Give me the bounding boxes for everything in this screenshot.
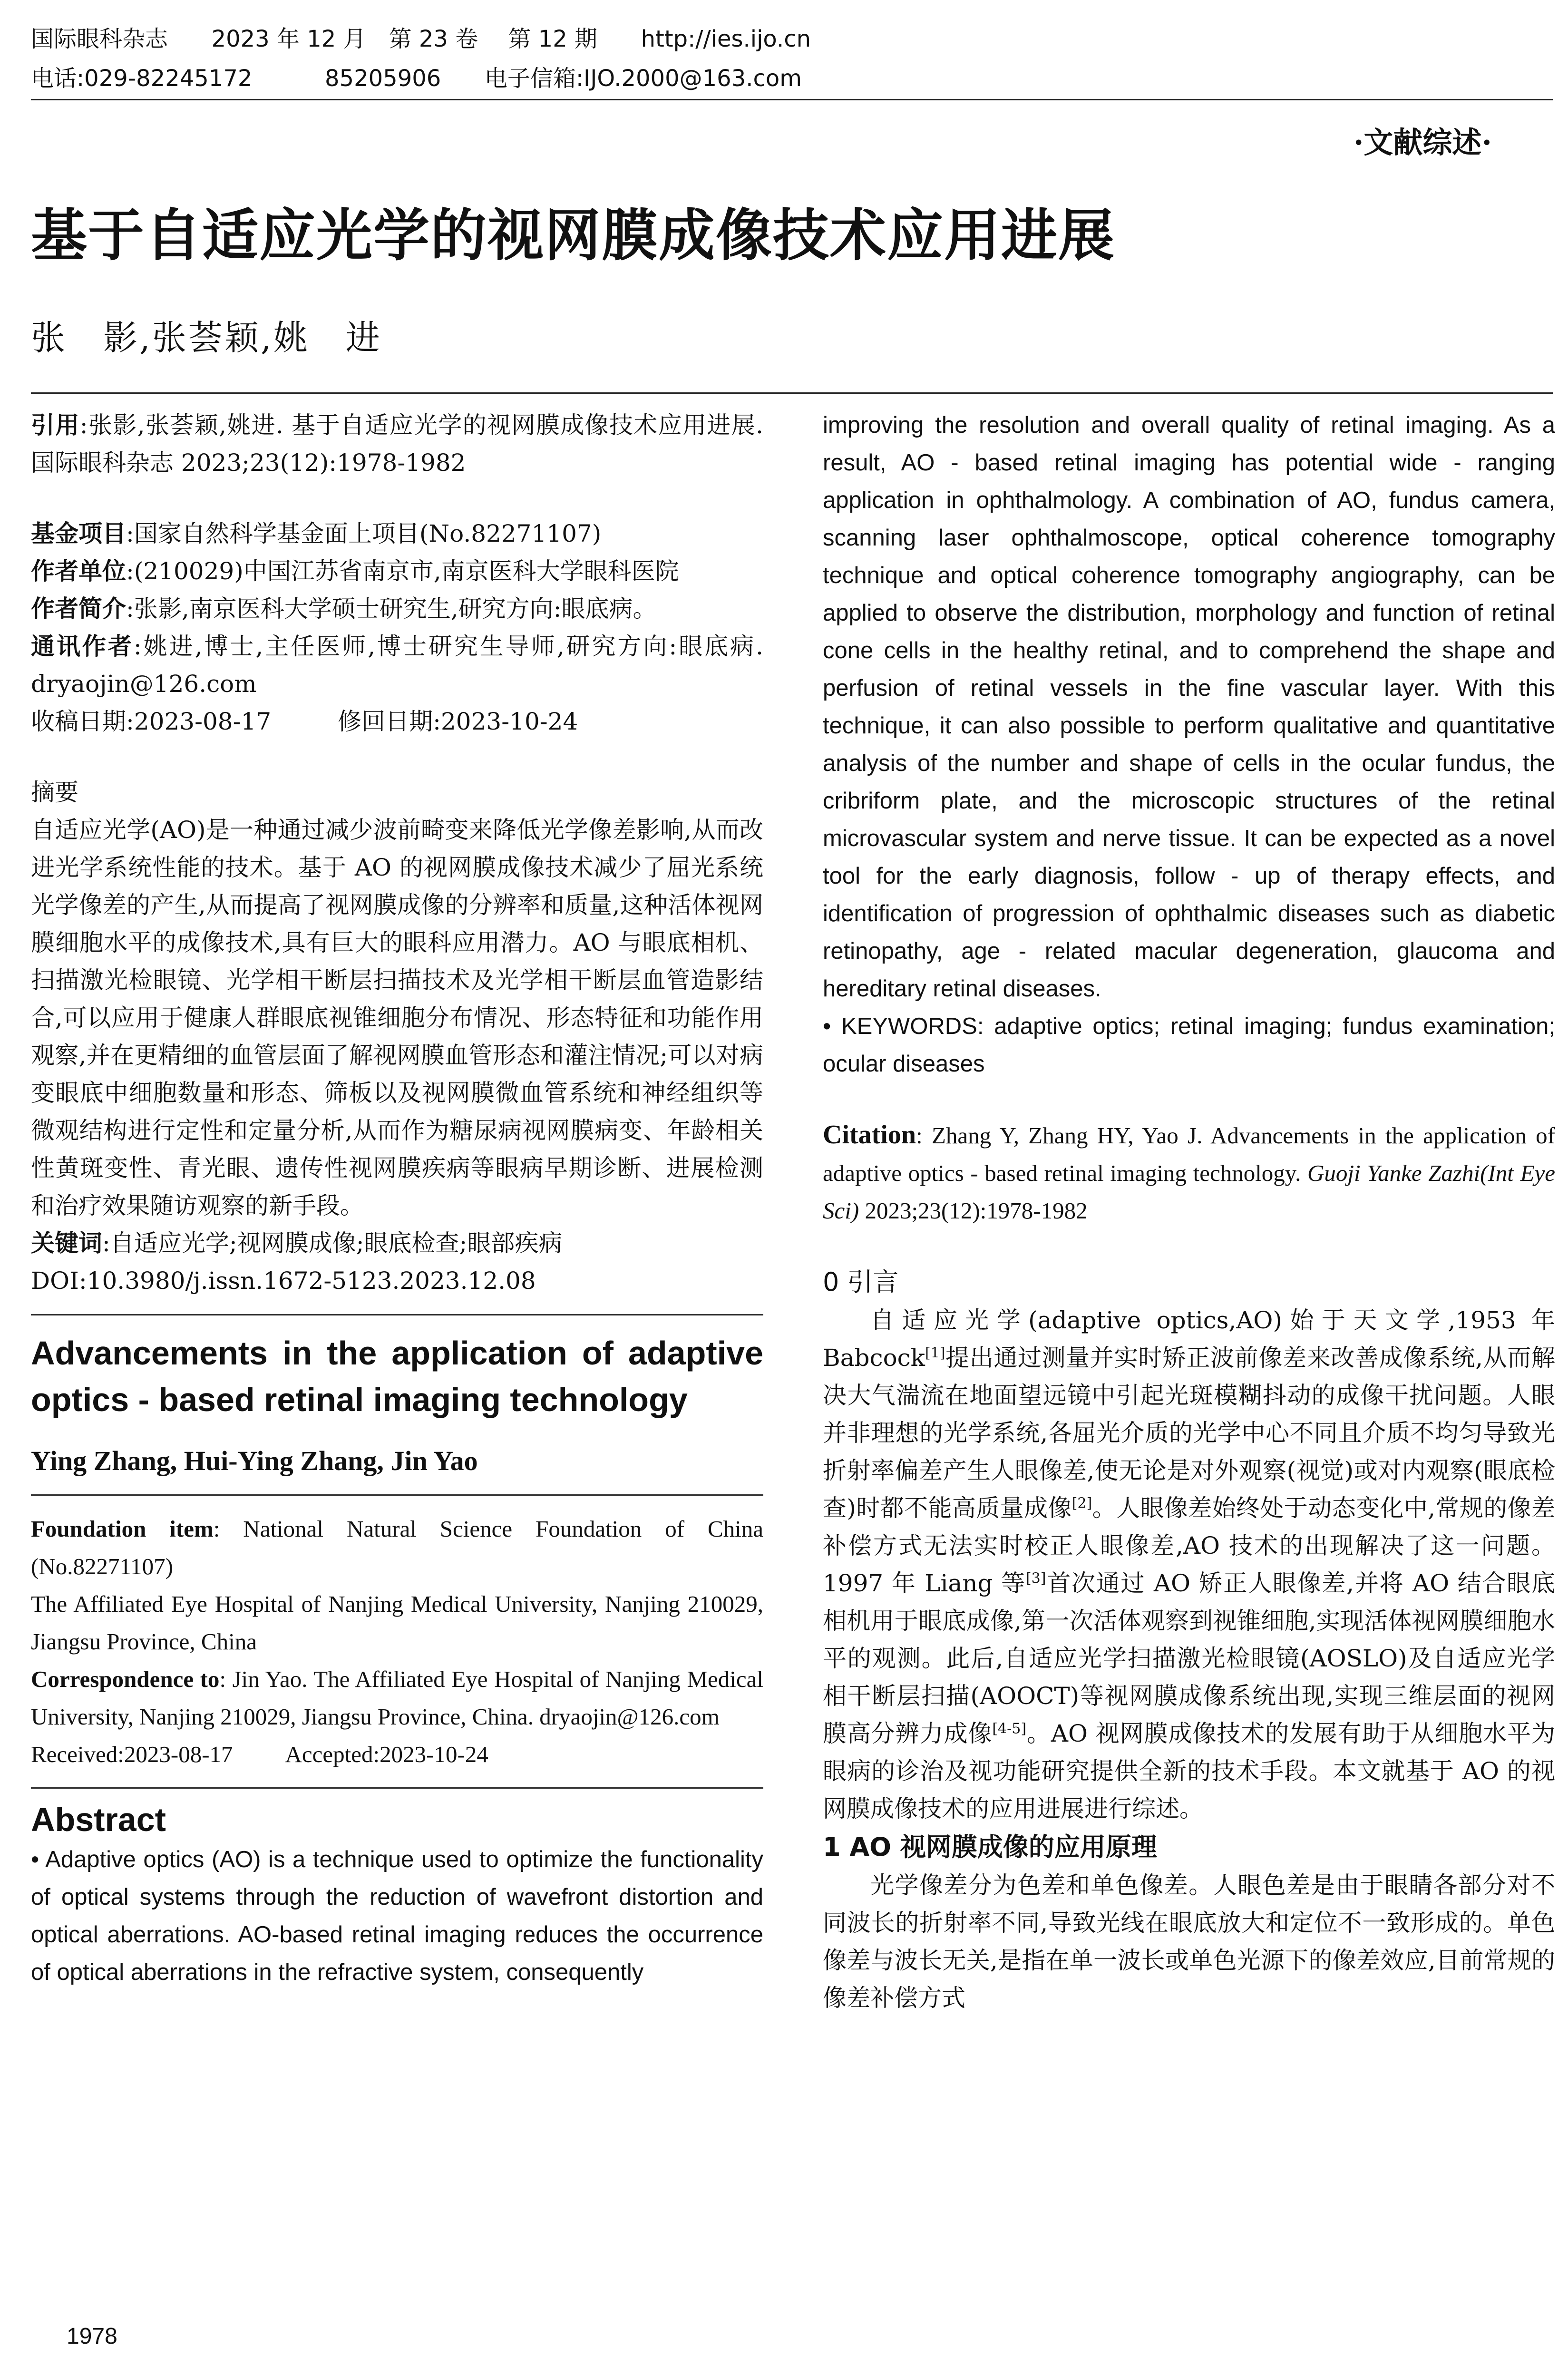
left-column (31, 407, 763, 1991)
dates-en: Received:2023-08-17 Accepted:2023-10-24 (31, 1741, 488, 1767)
received-date: 收稿日期:2023-08-17 (31, 708, 272, 735)
ref-1[interactable]: [1] (925, 1344, 945, 1362)
abstract-en-part1: • Adaptive optics (AO) is a technique used to optimize the functionality of optical systems through the reduction of wavefront distortion and optical aberrations. AO-based retinal imaging reduces the occurrence of optical aberrations in the refractive system, consequently (31, 1847, 763, 1985)
journal-url[interactable]: http://ies.ijo.cn (641, 26, 811, 52)
article-title-cn: 基于自适应光学的视网膜成像技术应用进展 (31, 203, 1116, 268)
ref-3[interactable]: [3] (1025, 1570, 1046, 1587)
running-header-line1 (31, 24, 811, 54)
ref-4-5[interactable]: [4-5] (992, 1720, 1027, 1737)
page-number: 1978 (67, 2324, 117, 2349)
keywords-cn: 关键词:自适应光学;视网膜成像;眼底检查;眼部疾病 (31, 1229, 563, 1257)
citation-cn: 引用:张影,张荟颖,姚进. 基于自适应光学的视网膜成像技术应用进展. 国际眼科杂志 2023;23(12):1978-1982 (31, 411, 764, 477)
journal-name: 国际眼科杂志 (31, 26, 168, 52)
abstract-cn-heading: 摘要 (31, 779, 78, 806)
abstract-en-heading: Abstract (31, 1801, 166, 1838)
article-title-en: Advancements in the application of adaptive optics - based retinal imaging technology (31, 1335, 763, 1418)
section-1-paragraph: 光学像差分为色差和单色像差。人眼色差是由于眼睛各部分对不同波长的折射率不同,导致光线在眼底放大和定位不一致形成的。单色像差与波长无关,是指在单一波长或单色光源下的像差效应,目前常规的像差补偿方式 (823, 1871, 1555, 2012)
affiliation-en: The Affiliated Eye Hospital of Nanjing Medical University, Nanjing 210029, Jiangsu Province, China (31, 1591, 763, 1655)
phone-2: 85205906 (325, 65, 441, 92)
affiliation-cn: 作者单位:(210029)中国江苏省南京市,南京医科大学眼科医院 (31, 557, 679, 585)
correspondence-en: Correspondence to: Jin Yao. The Affiliated Eye Hospital of Nanjing Medical University, Nanjing 210029, Jiangsu Province, China. dryaojin@126.com (31, 1666, 763, 1730)
cn-en-divider (31, 1314, 763, 1315)
ref-2[interactable]: [2] (1071, 1495, 1092, 1512)
phone-1: 电话:029-82245172 (31, 65, 253, 92)
section-0-heading: 0 引言 (823, 1267, 899, 1297)
section-1-heading: 1 AO 视网膜成像的应用原理 (823, 1832, 1157, 1862)
authors-en: Ying Zhang, Hui-Ying Zhang, Jin Yao (31, 1445, 478, 1476)
right-column (823, 407, 1555, 2017)
abstract-en-part2: improving the resolution and overall quality of retinal imaging. As a result, AO - based retinal imaging has potential wide - ranging application in ophthalmology. A combination of AO, fundus camera, scanning laser ophthalmoscope, optical coherence tomography technique and optical coherence tomography angiography, can be applied to observe the distribution, morphology and function of retinal cone cells in the healthy retinal, and to comprehend the shape and perfusion of retinal vessels in the fine vascular layer. With this technique, it can also possible to perform qualitative and quantitative analysis of the number and shape of cells in the ocular fundus, the cribriform plate, and the microscopic structures of the retinal microvascular system and nerve tissue. It can be expected as a novel tool for the early diagnosis, follow - up of therapy effects, and identification of progression of ophthalmic diseases such as diabetic retinopathy, age - related macular degeneration, glaucoma and hereditary retinal diseases. (823, 412, 1555, 1002)
revised-date: 修回日期:2023-10-24 (338, 708, 578, 735)
doi[interactable]: DOI:10.3980/j.issn.1672-5123.2023.12.08 (31, 1267, 536, 1295)
issue-info: 2023 年 12 月 第 23 卷 第 12 期 (211, 26, 598, 52)
authors-cn: 张 影,张荟颖,姚 进 (31, 318, 382, 358)
title-rule (31, 392, 1553, 394)
section-tag: ·文献综述· (1353, 125, 1492, 160)
header-rule (31, 99, 1553, 100)
author-bio: 作者简介:张影,南京医科大学硕士研究生,研究方向:眼底病。 (31, 595, 657, 623)
contact-email[interactable]: 电子信箱:IJO.2000@163.com (484, 65, 802, 92)
dates-cn (31, 703, 763, 740)
corresponding-author-cn: 通讯作者:姚进,博士,主任医师,博士研究生导师,研究方向:眼底病. dryaojin@126.com (31, 633, 763, 698)
section-0-paragraph: 自适应光学(adaptive optics,AO)始于天文学,1953 年 Babcock[1]提出通过测量并实时矫正波前像差来改善成像系统,从而解决大气湍流在地面望远镜中引起光斑模糊抖动的成像干扰问题。人眼并非理想的光学系统,各屈光介质的光学中心不同且介质不均匀导致光折射率偏差产生人眼像差,使无论是对外观察(视觉)或对内观察(眼底检查)时都不能高质量成像[2]。人眼像差始终处于动态变化中,常规的像差补偿方式无法实时校正人眼像差,AO 技术的出现解决了这一问题。1997 年 Liang 等[3]首次通过 AO 矫正人眼像差,并将 AO 结合眼底相机用于眼底成像,第一次活体观察到视锥细胞,实现活体视网膜细胞水平的观测。此后,自适应光学扫描激光检眼镜(AOSLO)及自适应光学相干断层扫描(AOOCT)等视网膜成像系统出现,实现三维层面的视网膜高分辨力成像[4-5]。AO 视网膜成像技术的发展有助于从细胞水平为眼病的诊治及视功能研究提供全新的技术手段。本文就基于 AO 的视网膜成像技术的应用进展进行综述。 (823, 1306, 1556, 1822)
keywords-en: • KEYWORDS: adaptive optics; retinal imaging; fundus examination; ocular diseases (823, 1013, 1555, 1077)
foundation-en: Foundation item: National Natural Science Foundation of China (No.82271107) (31, 1516, 763, 1579)
citation-label: 引用 (31, 411, 80, 439)
citation-en: Citation: Zhang Y, Zhang HY, Yao J. Advancements in the application of adaptive optics - based retinal imaging technology. Guoji Yanke Zazhi(Int Eye Sci) 2023;23(12):1978-1982 (823, 1120, 1555, 1224)
abstract-cn: 自适应光学(AO)是一种通过减少波前畸变来降低光学像差影响,从而改进光学系统性能的技术。基于 AO 的视网膜成像技术减少了屈光系统光学像差的产生,从而提高了视网膜成像的分辨率和质量,这种活体视网膜细胞水平的成像技术,具有巨大的眼科应用潜力。AO 与眼底相机、扫描激光检眼镜、光学相干断层扫描技术及光学相干断层血管造影结合,可以应用于健康人群眼底视锥细胞分布情况、形态特征和功能作用观察,并在更精细的血管层面了解视网膜血管形态和灌注情况;可以对病变眼底中细胞数量和形态、筛板以及视网膜微血管系统和神经组织等微观结构进行定性和定量分析,从而作为糖尿病视网膜病变、年龄相关性黄斑变性、青光眼、遗传性视网膜疾病等眼病早期诊断、进展检测和治疗效果随访观察的新手段。 (31, 816, 763, 1219)
abstract-en-divider (31, 1787, 763, 1789)
fund-info: 基金项目:国家自然科学基金面上项目(No.82271107) (31, 520, 602, 547)
running-header-line2 (31, 63, 802, 94)
authors-en-divider (31, 1494, 763, 1496)
